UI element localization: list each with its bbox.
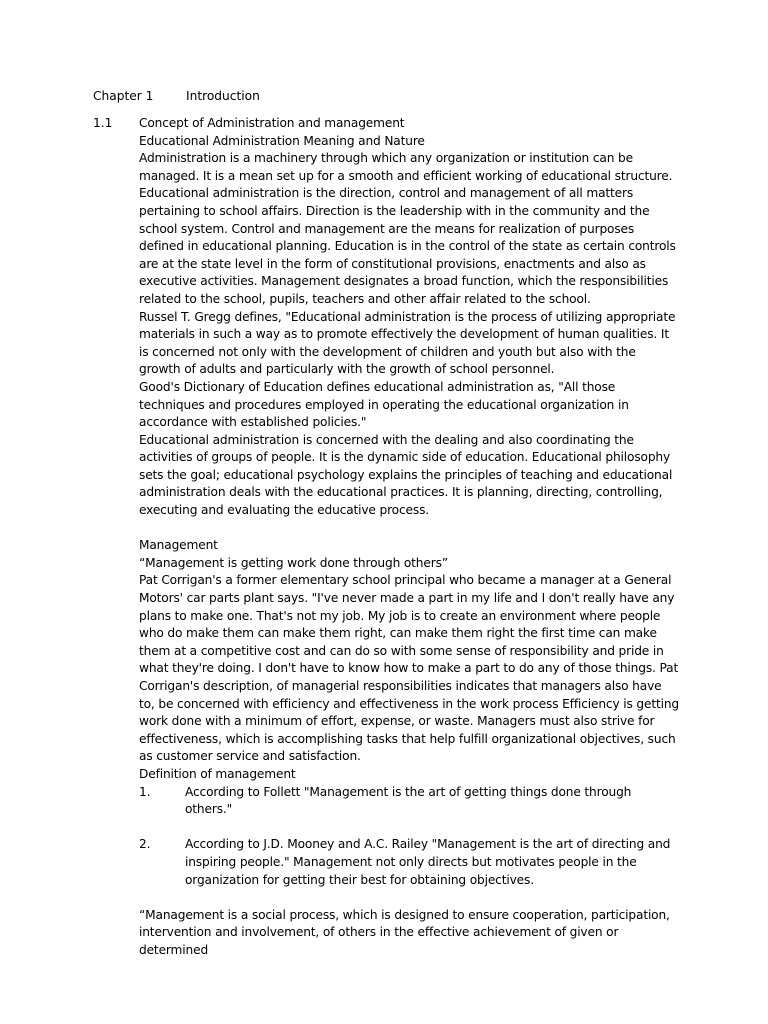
body-text (139, 115, 679, 960)
paragraph-administration: Administration is a machinery through which any organization or institution can be managed. It is a mean set up for a smooth and efficient working of educational structure. Educational administration is the direction, control and management of all matters pertaining to school affairs. Direction is the leadership with in the community and the school system. Control and management are the means for realization of purposes defined in educational planning. Education is in the control of the state as certain controls are at the state level in the form of constitutional provisions, enactments and also as executive activities. Management designates a broad function, which the responsibilities related to the school, pupils, teachers and other affair related to the school. (139, 151, 676, 306)
definition-item-2 (139, 836, 679, 889)
chapter-title: Introduction (186, 89, 260, 103)
section-subtitle: Educational Administration Meaning and Nature (139, 133, 425, 148)
definition-heading: Definition of management (139, 766, 296, 781)
management-heading: Management (139, 538, 218, 553)
blank-line (139, 889, 679, 907)
section-number: 1.1 (93, 116, 113, 130)
chapter-label: Chapter 1 (93, 89, 154, 103)
paragraph-gregg: Russel T. Gregg defines, "Educational administration is the process of utilizing appropriate materials in such a way as to promote effectively the development of human qualities. It is concerned not only with the development of children and youth but also with the growth of adults and particularly with the growth of school personnel. (139, 309, 676, 377)
list-number: 1. (139, 784, 151, 799)
paragraph-coordination: Educational administration is concerned with the dealing and also coordinating the activities of groups of people. It is the dynamic side of education. Educational philosophy sets the goal; educational psychology explains the principles of teaching and educational administration deals with the educational practices. It is planning, directing, controlling, executing and evaluating the educative process. (139, 432, 673, 518)
definition-item-1 (139, 784, 679, 819)
blank-line (139, 520, 679, 538)
chapter-heading (93, 88, 260, 106)
blank-line (139, 819, 679, 837)
list-text: According to Follett "Management is the art of getting things done through others." (185, 784, 632, 817)
section-title: Concept of Administration and management (139, 116, 405, 130)
list-number: 2. (139, 837, 151, 852)
paragraph-social-process: “Management is a social process, which is designed to ensure cooperation, participation, intervention and involvement, of others in the effective achievement of given or determined (139, 907, 670, 957)
management-quote: “Management is getting work done through others” (139, 555, 448, 570)
paragraph-goods-dictionary: Good's Dictionary of Education defines educational administration as, "All those techniques and procedures employed in operating the educational organization in accordance with established policies." (139, 379, 629, 430)
list-text: According to J.D. Mooney and A.C. Railey "Management is the art of directing and inspiring people." Management not only directs but motivates people in the organization for getting their best for obtaining objectives. (185, 837, 671, 887)
paragraph-corrigan: Pat Corrigan's a former elementary school principal who became a manager at a General Motors' car parts plant says. "I've never made a part in my life and I don't really have any plans to make one. That's not my job. My job is to create an environment where people who do make them can make them right, can make them right the first time can make them at a competitive cost and can do so with some sense of responsibility and pride in what they're doing. I don't have to know how to make a part to do any of those things. Pat Corrigan's description, of managerial responsibilities indicates that managers also have to, be concerned with efficiency and effectiveness in the work process Efficiency is getting work done with a minimum of effort, expense, or waste. Managers must also strive for effectiveness, which is accomplishing tasks that help fulfill organizational objectives, such as customer service and satisfaction. (139, 573, 679, 764)
